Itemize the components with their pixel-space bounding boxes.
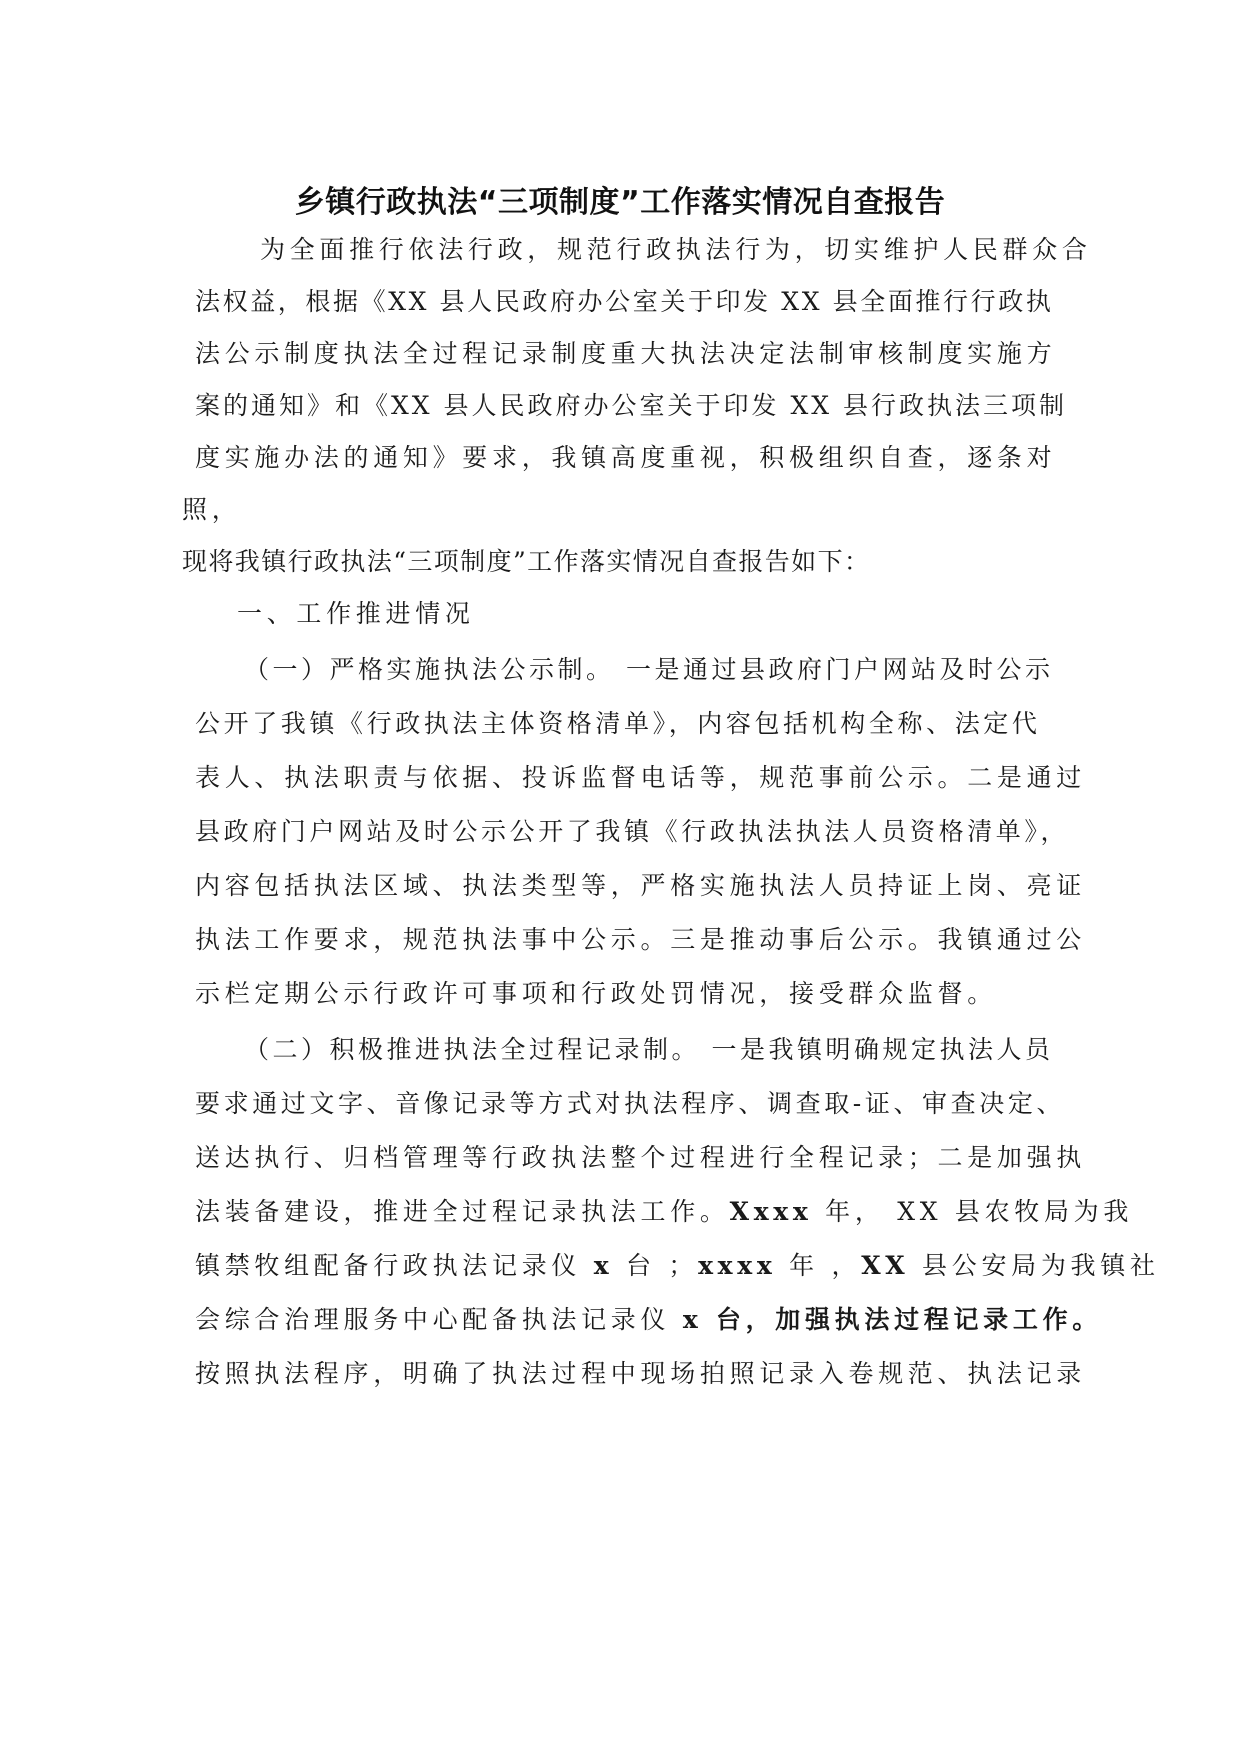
para1-line: 示栏定期公示行政许可事项和行政处罚情况，接受群众监督。 <box>195 979 997 1008</box>
para2-text: 县公安局为我镇社 <box>909 1251 1160 1280</box>
intro-line: 案的通知》和《XX 县人民政府办公室关于印发 XX 县行政执法三项制 <box>195 391 1068 420</box>
intro-line: 现将我镇行政执法“三项制度”工作落实情况自查报告如下： <box>182 547 871 576</box>
intro-line: 法公示制度执法全过程记录制度重大执法决定法制审核制度实施方 <box>195 339 1057 368</box>
para2-bold-text: 台，加强执法过程记录工作。 <box>702 1305 1102 1334</box>
para2-line: 送达执行、归档管理等行政执法整个过程进行全程记录；二是加强执 <box>195 1143 1087 1172</box>
para2-line: 按照执法程序，明确了执法过程中现场拍照记录入卷规范、执法记录 <box>195 1359 1087 1388</box>
intro-line: 照， <box>182 495 242 524</box>
para1-line: 表人、执法职责与依据、投诉监督电话等，规范事前公示。二是通过 <box>195 763 1087 792</box>
intro-line: 法权益，根据《XX 县人民政府办公室关于印发 XX 县全面推行行政执 <box>195 287 1054 316</box>
document-title: 乡镇行政执法“三项制度”工作落实情况自查报告 <box>294 185 946 220</box>
count-placeholder: x <box>682 1305 703 1334</box>
para1-line: 公开了我镇《行政执法主体资格清单》，内容包括机构全称、法定代 <box>195 709 1041 738</box>
para2-text: 台 ； <box>613 1251 699 1280</box>
para2-line <box>195 1248 1160 1284</box>
section-heading: 一、工作推进情况 <box>237 599 475 628</box>
year-placeholder: xxxx <box>698 1251 777 1280</box>
para2-text: 镇禁牧组配备行政执法记录仪 <box>195 1251 594 1280</box>
intro-line: 为全面推行依法行政，规范行政执法行为，切实维护人民群众合 <box>260 235 1092 264</box>
para2-text: 会综合治理服务中心配备执法记录仪 <box>195 1305 683 1334</box>
para2-text: 法装备建设，推进全过程记录执法工作。 <box>195 1197 730 1226</box>
county-placeholder: XX <box>861 1251 910 1280</box>
para2-text: 年 ， <box>776 1251 862 1280</box>
para2-line <box>195 1194 1133 1230</box>
year-placeholder: Xxxx <box>729 1197 813 1226</box>
para2-text: 年， XX 县农牧局为我 <box>812 1197 1134 1226</box>
para1-line: 县政府门户网站及时公示公开了我镇《行政执法执法人员资格清单》， <box>195 817 1070 846</box>
para2-line: （二）积极推进执法全过程记录制。 一是我镇明确规定执法人员 <box>244 1035 1054 1064</box>
para2-line <box>195 1302 1102 1338</box>
para1-line: 内容包括执法区域、执法类型等，严格实施执法人员持证上岗、亮证 <box>195 871 1087 900</box>
count-placeholder: x <box>593 1251 614 1280</box>
intro-line: 度实施办法的通知》要求，我镇高度重视，积极组织自查，逐条对 <box>195 443 1057 472</box>
para1-line: 执法工作要求，规范执法事中公示。三是推动事后公示。我镇通过公 <box>195 925 1087 954</box>
para2-line: 要求通过文字、音像记录等方式对执法程序、调查取-证、审查决定、 <box>195 1089 1066 1118</box>
para1-line: （一）严格实施执法公示制。 一是通过县政府门户网站及时公示 <box>244 655 1054 684</box>
